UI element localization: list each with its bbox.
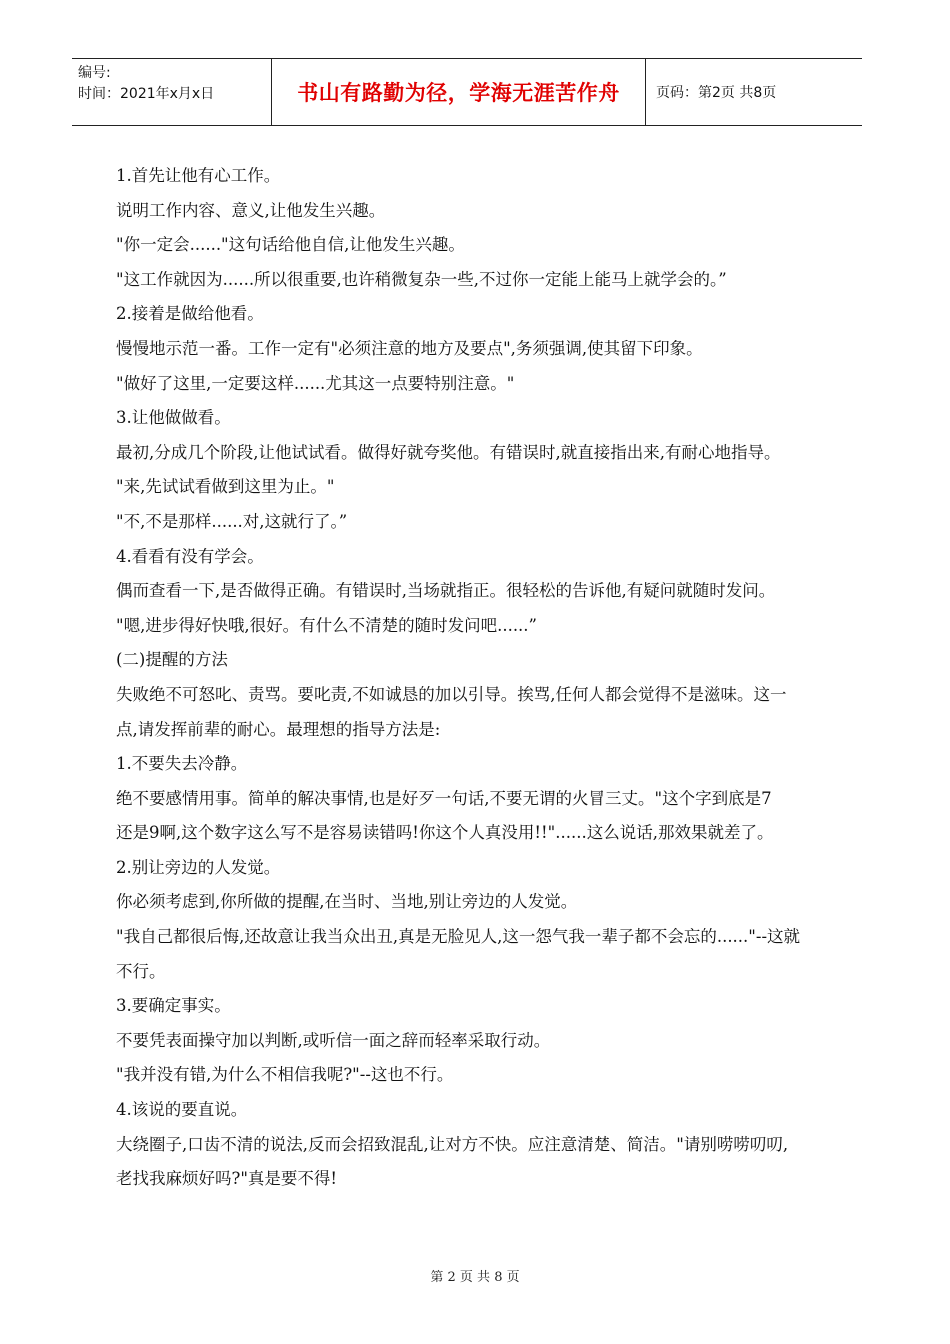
text-line: 4.看看有没有学会。 — [116, 546, 264, 566]
text-line: 1.不要失去冷静。 — [116, 754, 248, 774]
text-line: "你一定会......"这句话给他自信,让他发生兴趣。 — [116, 235, 465, 255]
text-line: "这工作就因为......所以很重要,也许稍微复杂一些,不过你一定能上能马上就学会的。” — [116, 269, 727, 289]
text-line: 4.该说的要直说。 — [116, 1100, 248, 1120]
text-line: 绝不要感情用事。简单的解决事情,也是好歹一句话,不要无谓的火冒三丈。"这个字到底是7 — [116, 788, 772, 808]
text-line: 2.接着是做给他看。 — [116, 304, 264, 324]
text-line: 不行。 — [116, 961, 166, 981]
header-meta — [72, 59, 272, 125]
text-line: 还是9啊,这个数字这么写不是容易读错吗!你这个人真没用!!"......这么说话,那效果就差了。 — [116, 823, 774, 843]
text-line: "我并没有错,为什么不相信我呢?"--这也不行。 — [116, 1065, 454, 1085]
text-line: 1.首先让他有心工作。 — [116, 166, 281, 185]
text-line: 失败绝不可怒叱、责骂。要叱责,不如诚恳的加以引导。挨骂,任何人都会觉得不是滋味。这一 — [116, 684, 787, 704]
page-header — [72, 58, 862, 126]
text-line: "我自己都很后悔,还故意让我当众出丑,真是无脸见人,这一怨气我一辈子都不会忘的......"--这就 — [116, 927, 801, 947]
text-line: "做好了这里,一定要这样......尤其这一点要特别注意。" — [116, 373, 515, 393]
text-line: 3.让他做做看。 — [116, 408, 231, 428]
header-motto-cell — [272, 59, 646, 125]
text-line: 慢慢地示范一番。工作一定有"必须注意的地方及要点",务须强调,使其留下印象。 — [116, 338, 703, 358]
text-line: 不要凭表面操守加以判断,或听信一面之辞而轻率采取行动。 — [116, 1030, 551, 1050]
number-label: 编号: — [78, 65, 111, 81]
time-label: 时间：2021年x月x日 — [78, 86, 215, 102]
text-line: "不,不是那样......对,这就行了。” — [116, 511, 348, 531]
text-line: "来,先试试看做到这里为止。" — [116, 477, 335, 497]
text-line: "嗯,进步得好快哦,很好。有什么不清楚的随时发问吧......” — [116, 615, 537, 635]
text-line: 你必须考虑到,你所做的提醒,在当时、当地,别让旁边的人发觉。 — [116, 892, 578, 912]
page-footer: 第 2 页 共 8 页 — [430, 1270, 520, 1285]
text-line: 点,请发挥前辈的耐心。最理想的指导方法是: — [116, 719, 441, 739]
text-line: 大绕圈子,口齿不清的说法,反而会招致混乱,让对方不快。应注意清楚、简洁。"请别唠唠叨叨, — [116, 1134, 789, 1154]
header-page-info: 页码：第2页 共8页 — [656, 85, 777, 101]
text-line: 3.要确定事实。 — [116, 996, 231, 1016]
text-line: 偶而查看一下,是否做得正确。有错误时,当场就指正。很轻松的告诉他,有疑问就随时发问。 — [116, 581, 776, 601]
document-body — [116, 159, 832, 1197]
text-line: 老找我麻烦好吗?"真是要不得! — [116, 1169, 338, 1189]
header-motto: 书山有路勤为径，学海无涯苦作舟 — [297, 81, 620, 105]
text-line: (二)提醒的方法 — [116, 650, 228, 670]
text-line: 最初,分成几个阶段,让他试试看。做得好就夸奖他。有错误时,就直接指出来,有耐心地指导。 — [116, 442, 781, 462]
text-line: 说明工作内容、意义,让他发生兴趣。 — [116, 200, 386, 220]
text-line: 2.别让旁边的人发觉。 — [116, 857, 281, 877]
